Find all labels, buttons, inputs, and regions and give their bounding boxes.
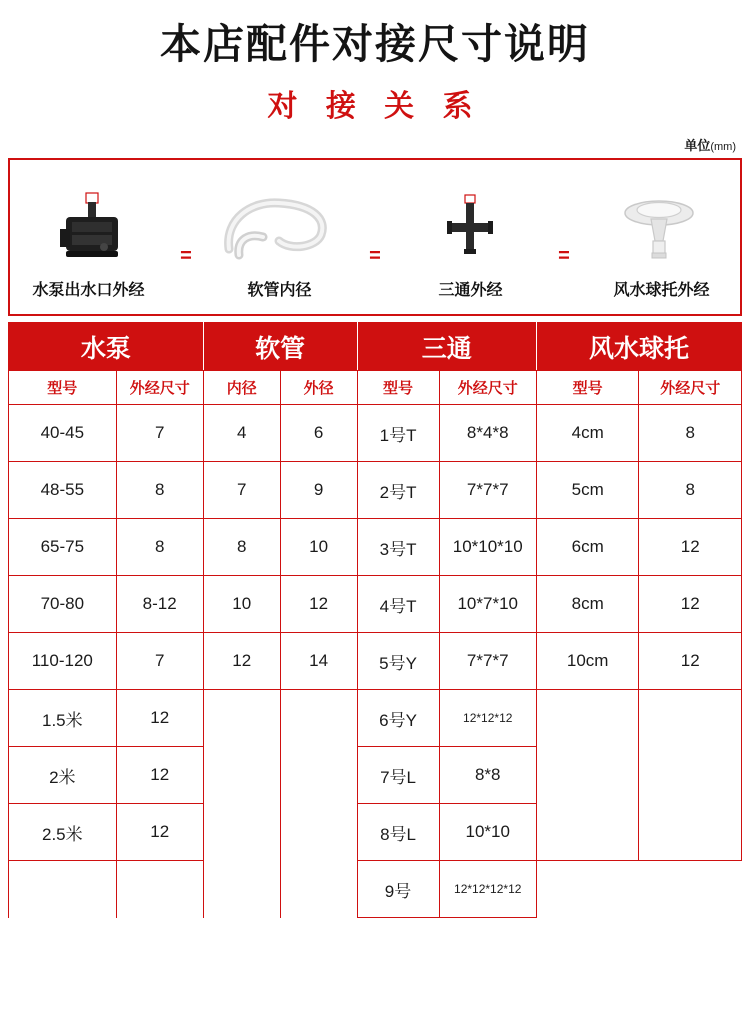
col-ball-od: 外经尺寸: [639, 371, 742, 405]
cell-tee-od: 10*10*10: [439, 519, 536, 576]
cell-tee-model: 9号: [357, 861, 439, 918]
unit-value: (mm): [710, 141, 736, 154]
group-header-pump: 水泵: [9, 323, 204, 371]
col-hose-id: 内径: [203, 371, 280, 405]
relation-diagram: [8, 158, 742, 316]
cell-hose-od: 14: [280, 633, 357, 690]
table-row: [9, 747, 742, 804]
cell-ball-model-empty: [536, 861, 639, 918]
cell-tee-model: 4号T: [357, 576, 439, 633]
cell-pump-od: 8-12: [116, 576, 203, 633]
cell-pump-od: 8: [116, 462, 203, 519]
cell-ball-model: 5cm: [536, 462, 639, 519]
table-row: [9, 690, 742, 747]
cell-pump-od: 8: [116, 519, 203, 576]
cell-tee-model: 1号T: [357, 405, 439, 462]
cell-hose-id: 12: [203, 633, 280, 690]
cell-tee-model: 7号L: [357, 747, 439, 804]
relation-label-pump: 水泵出水口外经: [32, 281, 145, 299]
cell-tee-od: 7*7*7: [439, 462, 536, 519]
cell-hose-id-empty: [203, 690, 280, 747]
relation-item-pump: [14, 166, 169, 268]
cell-hose-od: 6: [280, 405, 357, 462]
cell-ball-od-empty: [639, 690, 742, 747]
page-subtitle: 对 接 关 系: [267, 90, 483, 124]
cell-pump-model-empty: [9, 861, 117, 918]
col-pump-od: 外经尺寸: [116, 371, 203, 405]
cell-tee-model: 6号Y: [357, 690, 439, 747]
cell-hose-od-empty: [280, 690, 357, 747]
relation-label-hose: 软管内径: [247, 281, 312, 299]
cell-tee-model: 8号L: [357, 804, 439, 861]
cell-ball-od: 12: [639, 519, 742, 576]
fengshui-ball-holder-icon: [611, 189, 707, 268]
cell-ball-od-empty: [639, 804, 742, 861]
relation-labels-row: [10, 268, 740, 308]
table-row: [9, 861, 742, 918]
cell-tee-model: 3号T: [357, 519, 439, 576]
cell-tee-od: 12*12*12*12: [439, 861, 536, 918]
cell-hose-id-empty: [203, 747, 280, 804]
cell-pump-model: 40-45: [9, 405, 117, 462]
soft-hose-icon: [221, 189, 341, 268]
cell-pump-od: 12: [116, 690, 203, 747]
cell-hose-od: 9: [280, 462, 357, 519]
cell-pump-od-empty: [116, 861, 203, 918]
unit-label: 单位: [684, 138, 711, 154]
cell-ball-model-empty: [536, 690, 639, 747]
cell-pump-od: 7: [116, 405, 203, 462]
group-header-ball: 风水球托: [536, 323, 741, 371]
cell-pump-model: 110-120: [9, 633, 117, 690]
cell-ball-model: 6cm: [536, 519, 639, 576]
unit-note: [0, 135, 750, 154]
table-row: [9, 405, 742, 462]
cell-ball-model-empty: [536, 804, 639, 861]
cell-ball-model: 8cm: [536, 576, 639, 633]
cell-tee-od: 8*8: [439, 747, 536, 804]
cell-pump-model: 70-80: [9, 576, 117, 633]
spec-table-head: [9, 323, 742, 405]
cell-ball-model: 10cm: [536, 633, 639, 690]
group-header-tee: 三通: [357, 323, 536, 371]
cell-ball-od: 12: [639, 633, 742, 690]
col-pump-model: 型号: [9, 371, 117, 405]
cell-tee-od: 7*7*7: [439, 633, 536, 690]
col-tee-od: 外经尺寸: [439, 371, 536, 405]
cell-ball-od: 8: [639, 405, 742, 462]
cell-tee-od: 10*7*10: [439, 576, 536, 633]
spec-table-body: [9, 405, 742, 918]
col-ball-model: 型号: [536, 371, 639, 405]
cell-pump-od: 12: [116, 747, 203, 804]
cell-pump-od: 12: [116, 804, 203, 861]
relation-item-tee: [392, 166, 547, 268]
cell-ball-od-empty: [639, 861, 742, 918]
cell-hose-od: 10: [280, 519, 357, 576]
cell-tee-od: 12*12*12: [439, 690, 536, 747]
equals-sign-2: =: [369, 245, 381, 268]
cell-hose-od: 12: [280, 576, 357, 633]
col-hose-od: 外径: [280, 371, 357, 405]
cell-ball-model-empty: [536, 747, 639, 804]
group-header-hose: 软管: [203, 323, 357, 371]
page-title: 本店配件对接尺寸说明: [160, 21, 590, 67]
table-row: [9, 519, 742, 576]
cell-hose-id: 7: [203, 462, 280, 519]
cell-hose-id-empty: [203, 804, 280, 861]
cell-pump-model: 2.5米: [9, 804, 117, 861]
cell-pump-model: 2米: [9, 747, 117, 804]
cell-hose-id: 4: [203, 405, 280, 462]
table-row: [9, 633, 742, 690]
cell-pump-model: 65-75: [9, 519, 117, 576]
relation-item-ball-holder: [581, 166, 736, 268]
cell-pump-model: 1.5米: [9, 690, 117, 747]
cell-ball-od-empty: [639, 747, 742, 804]
sub-header-row: [9, 371, 742, 405]
cell-tee-model: 5号Y: [357, 633, 439, 690]
cell-tee-od: 10*10: [439, 804, 536, 861]
table-row: [9, 462, 742, 519]
equals-sign-3: =: [558, 245, 570, 268]
cell-hose-od-empty: [280, 747, 357, 804]
cell-ball-od: 12: [639, 576, 742, 633]
table-row: [9, 804, 742, 861]
table-row: [9, 576, 742, 633]
cell-pump-od: 7: [116, 633, 203, 690]
cell-hose-id-empty: [203, 861, 280, 918]
equals-sign-1: =: [180, 245, 192, 268]
spec-table: [8, 322, 742, 918]
col-tee-model: 型号: [357, 371, 439, 405]
relation-label-ball-holder: 风水球托外经: [613, 281, 710, 299]
group-header-row: [9, 323, 742, 371]
relation-icons-row: [10, 160, 740, 268]
water-pump-icon: [46, 189, 138, 268]
cell-hose-id: 10: [203, 576, 280, 633]
cell-pump-model: 48-55: [9, 462, 117, 519]
cell-hose-id: 8: [203, 519, 280, 576]
cell-tee-od: 8*4*8: [439, 405, 536, 462]
tee-connector-icon: [435, 193, 505, 268]
cell-ball-od: 8: [639, 462, 742, 519]
relation-label-tee: 三通外经: [438, 281, 503, 299]
cell-ball-model: 4cm: [536, 405, 639, 462]
relation-item-hose: [203, 166, 358, 268]
cell-hose-od-empty: [280, 861, 357, 918]
cell-tee-model: 2号T: [357, 462, 439, 519]
cell-hose-od-empty: [280, 804, 357, 861]
